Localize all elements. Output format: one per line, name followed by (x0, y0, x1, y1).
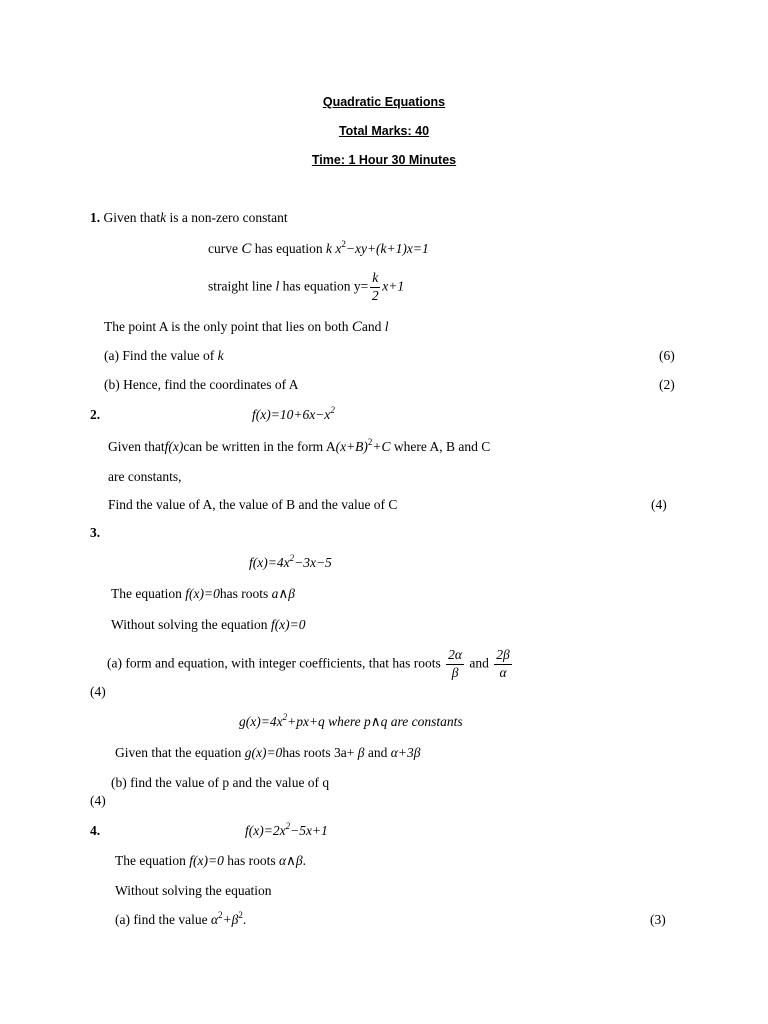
q2-find: Find the value of A, the value of B and the value of C (108, 497, 398, 512)
q3-fraction-2: $\frac{2\beta}{\alpha}$ (496, 647, 510, 680)
q3-part-a-marks: (4) (90, 684, 106, 699)
q2-equation: $f(x)=10+6x-x^2$ (252, 405, 335, 422)
q2-given: Given thatf(x)can be written in the form $A(x+B)^2+C$ where A, B and C (108, 437, 491, 454)
q1-part-b: (b) Hence, find the coordinates of A (104, 377, 299, 392)
q1-intro: 1. Given thatk is a non-zero constant (90, 210, 288, 225)
q4-part-a-marks: (3) (650, 912, 666, 927)
q3-part-b: (b) find the value of p and the value of q (111, 775, 330, 790)
q1-point-statement: The point A is the only point that lies on both Cand l (104, 319, 389, 335)
q3-fraction-1: $\frac{2\alpha}{\beta}$ (448, 647, 462, 680)
q3-given: Given that the equation g(x)=0has roots 3a+ β and α+3β (115, 745, 421, 760)
time-limit: Time: 1 Hour 30 Minutes (311, 153, 457, 167)
q2-marks: (4) (651, 497, 667, 512)
q1-fraction: $\frac{k}{2}$ (371, 270, 379, 303)
q1-curve-equation: curve C has equation k $x^2-xy+(k+1)x=1$ (208, 239, 429, 257)
q4-roots: The equation f(x)=0 has roots α∧β. (115, 853, 307, 868)
q3-part-a: (a) form and equation, with integer coefficients, that has roots $\frac{2\alpha}{\beta}$ and $\frac{2\beta}{\alpha}$ (107, 647, 510, 680)
q3-part-b-marks: (4) (90, 793, 106, 808)
page-title: Quadratic Equations (322, 95, 446, 109)
q1-line-equation: straight line l has equation y= $\frac{k}{2}$ x+1 (208, 270, 405, 303)
q1-part-a: (a) Find the value of k (104, 348, 224, 363)
q2-constants: are constants, (108, 469, 182, 484)
q4-part-a: (a) find the value $\alpha^2+\beta^2$. (115, 910, 247, 927)
total-marks: Total Marks: 40 (338, 124, 430, 138)
q4-equation: $f(x)=2x^2-5x+1$ (245, 821, 328, 838)
q1-part-a-marks: (6) (659, 348, 675, 363)
q3-without: Without solving the equation f(x)=0 (111, 617, 306, 632)
q4-number: 4. (90, 823, 101, 838)
q3-roots: The equation f(x)=0has roots a∧β (111, 586, 295, 601)
q4-without: Without solving the equation (115, 883, 272, 898)
q3-equation: $f(x)=4x^2-3x-5$ (249, 553, 332, 570)
q3-number: 3. (90, 525, 101, 540)
q3-g-equation: $g(x)=4x^2+px+q$ where p∧q are constants (239, 712, 463, 729)
q1-part-b-marks: (2) (659, 377, 675, 392)
q2-number: 2. (90, 407, 101, 422)
q1-number: 1. (90, 210, 101, 225)
